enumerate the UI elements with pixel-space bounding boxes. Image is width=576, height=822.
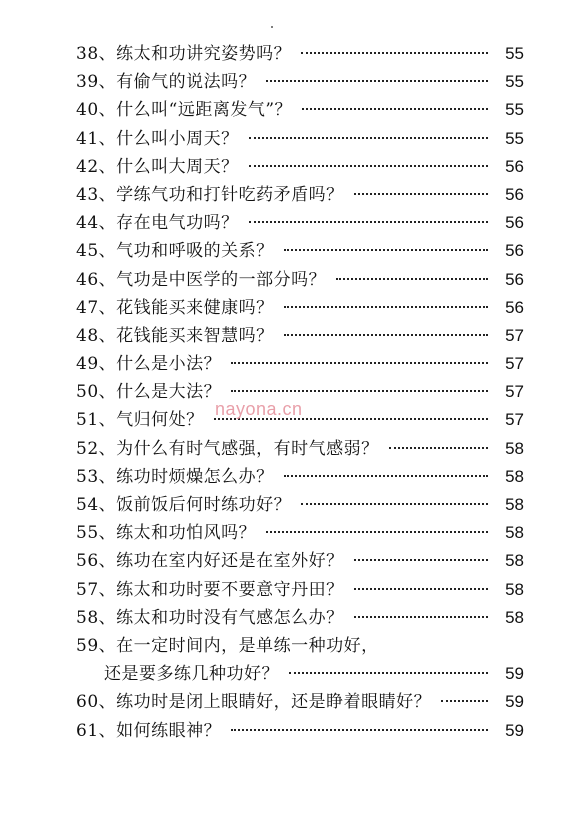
dot-leader	[231, 390, 488, 392]
dot-leader	[336, 278, 488, 280]
toc-entry[interactable]	[76, 463, 524, 491]
toc-entry[interactable]	[76, 717, 524, 745]
toc-entry-page: 58	[505, 466, 524, 486]
toc-entry-title: 59、在一定时间内，是单练一种功好，	[76, 635, 379, 656]
dot-leader	[302, 108, 488, 110]
toc-entry[interactable]	[76, 576, 524, 604]
toc-entry-page: 55	[505, 128, 524, 148]
toc-entry-title: 58、练太和功时没有气感怎么办？	[76, 607, 344, 628]
dot-leader	[354, 588, 488, 590]
toc-entry-title: 56、练功在室内好还是在室外好？	[76, 551, 344, 572]
dot-leader	[284, 249, 488, 251]
toc-entry-title: 50、什么是大法？	[76, 382, 222, 403]
toc-entry-page: 59	[505, 664, 524, 684]
dot-leader	[266, 531, 488, 533]
toc-entry-multiline-first[interactable]	[76, 632, 524, 660]
dot-leader	[389, 447, 488, 449]
toc-entry-title: 61、如何练眼神？	[76, 720, 222, 741]
toc-entry[interactable]	[76, 547, 524, 575]
toc-entry[interactable]	[76, 435, 524, 463]
toc-entry-title: 44、存在电气功吗？	[76, 213, 239, 234]
toc-entry-title: 55、练太和功怕风吗？	[76, 523, 257, 544]
toc-entry-title: 54、饭前饭后何时练功好？	[76, 495, 292, 515]
toc-entry-page: 57	[505, 382, 524, 402]
toc-entry-title: 49、什么是小法？	[76, 354, 222, 375]
toc-entry-title: 39、有偷气的说法吗？	[76, 72, 257, 93]
toc-entry-page: 55	[505, 72, 524, 92]
toc-entry-page: 59	[505, 692, 524, 712]
toc-entry-title: 还是要多练几种功好？	[104, 664, 279, 685]
dot-leader	[301, 503, 488, 505]
dot-leader	[284, 334, 488, 336]
dot-leader	[301, 52, 488, 54]
toc-entry-title: 52、为什么有时气感强，有时气感弱？	[76, 438, 379, 459]
dot-leader	[354, 616, 488, 618]
toc-entry-title: 40、什么叫“远距离发气”？	[76, 100, 293, 121]
toc-entry-title: 48、花钱能买来智慧吗？	[76, 325, 274, 346]
toc-entry[interactable]	[76, 491, 524, 519]
toc-entry[interactable]	[76, 125, 524, 153]
toc-entry-page: 55	[505, 100, 524, 120]
dot-leader	[249, 221, 488, 223]
toc-entry[interactable]	[76, 294, 524, 322]
dot-leader	[289, 672, 488, 674]
toc-entry[interactable]	[76, 604, 524, 632]
toc-entry-page: 58	[505, 523, 524, 543]
toc-entry[interactable]	[76, 688, 524, 716]
toc-entry-multiline-second[interactable]	[76, 660, 524, 688]
toc-entry-title: 45、气功和呼吸的关系？	[76, 241, 274, 262]
toc-entry-title: 51、气归何处？	[76, 410, 204, 431]
dot-leader	[266, 80, 488, 82]
toc-entry[interactable]	[76, 209, 524, 237]
toc-entry[interactable]	[76, 237, 524, 265]
toc-entry-title: 41、什么叫小周天？	[76, 128, 239, 149]
toc-entry-page: 56	[505, 269, 524, 289]
toc-entry-page: 55	[505, 44, 524, 63]
toc-entry[interactable]	[76, 322, 524, 350]
toc-entry-title: 42、什么叫大周天？	[76, 156, 239, 177]
toc-entry-page: 56	[505, 213, 524, 233]
toc-entry-page: 58	[505, 495, 524, 514]
toc-entry-title: 46、气功是中医学的一部分吗？	[76, 269, 327, 290]
dot-leader	[284, 306, 488, 308]
toc-entry-page: 58	[505, 607, 524, 627]
toc-entry-page: 58	[505, 438, 524, 458]
toc-entry-page: 56	[505, 156, 524, 176]
dot-leader	[441, 700, 488, 702]
toc-entry-title: 53、练功时烦燥怎么办？	[76, 466, 274, 487]
toc-entry-title: 57、练太和功时要不要意守丹田？	[76, 579, 344, 600]
toc-entry[interactable]	[76, 181, 524, 209]
toc-entry[interactable]	[76, 266, 524, 294]
dot-leader	[231, 362, 488, 364]
dot-leader	[354, 559, 488, 561]
toc-entry-page: 59	[505, 720, 524, 740]
toc-entry-page: 56	[505, 241, 524, 261]
toc-entry-page: 56	[505, 297, 524, 317]
toc-entry-title: 60、练功时是闭上眼睛好，还是睁着眼睛好？	[76, 692, 432, 713]
toc-entry-page: 58	[505, 551, 524, 571]
dot-leader	[231, 729, 488, 731]
table-of-contents	[76, 40, 524, 745]
dot-leader	[249, 165, 488, 167]
toc-entry[interactable]	[76, 519, 524, 547]
toc-entry-title: 38、练太和功讲究姿势吗？	[76, 44, 292, 64]
scan-speck	[271, 26, 273, 28]
dot-leader	[354, 193, 488, 195]
dot-leader	[249, 137, 488, 139]
toc-entry-page: 57	[505, 354, 524, 374]
toc-entry-page: 57	[505, 410, 524, 430]
toc-entry-page: 58	[505, 579, 524, 599]
toc-entry[interactable]	[76, 96, 524, 124]
toc-entry[interactable]	[76, 40, 524, 68]
dot-leader	[284, 475, 488, 477]
toc-entry[interactable]	[76, 350, 524, 378]
toc-entry-page: 57	[505, 325, 524, 345]
toc-entry-title: 43、学练气功和打针吃药矛盾吗？	[76, 184, 344, 205]
toc-entry-page: 56	[505, 184, 524, 204]
toc-entry[interactable]	[76, 153, 524, 181]
watermark: nayona.cn	[215, 399, 303, 419]
toc-entry-title: 47、花钱能买来健康吗？	[76, 297, 274, 318]
toc-entry[interactable]	[76, 68, 524, 96]
